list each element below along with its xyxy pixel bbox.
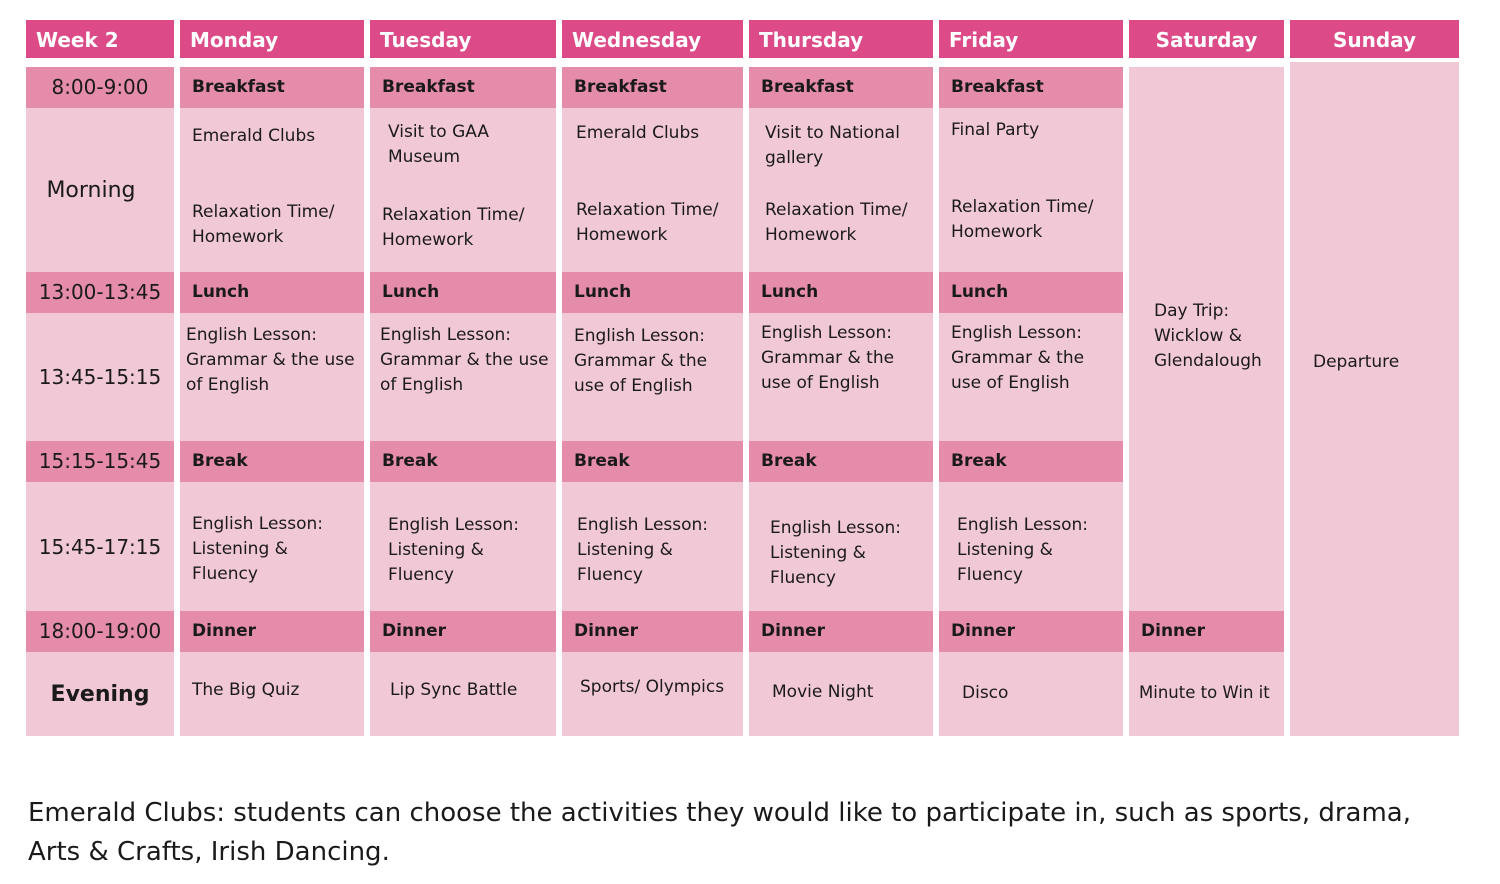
monday-morning [180, 108, 364, 272]
monday-break: Break [180, 441, 364, 482]
tuesday-lunch: Lunch [370, 272, 556, 313]
wednesday-lesson2-text: English Lesson: Listening & Fluency [577, 515, 709, 585]
day-header-sunday: Sunday [1290, 20, 1459, 58]
wednesday-evening-text: Sports/ Olympics [580, 676, 725, 697]
friday-lesson1-text: English Lesson: Grammar & the use of English [951, 323, 1085, 393]
wednesday-dinner: Dinner [562, 611, 743, 652]
friday-lesson2 [939, 482, 1123, 611]
friday-breakfast: Breakfast [939, 67, 1123, 108]
day-header-thursday: Thursday [749, 20, 933, 58]
monday-lesson2 [180, 482, 364, 611]
friday-lunch: Lunch [939, 272, 1123, 313]
tuesday-evening [370, 652, 556, 736]
thursday-break: Break [749, 441, 933, 482]
saturday-day-trip [1129, 67, 1284, 611]
monday-morning-relax: Relaxation Time/ Homework [192, 202, 335, 247]
thursday-lesson2-text: English Lesson: Listening & Fluency [770, 518, 902, 588]
monday-breakfast: Breakfast [180, 67, 364, 108]
thursday-evening-text: Movie Night [772, 681, 874, 702]
thursday-lunch: Lunch [749, 272, 933, 313]
tuesday-morning-activity: Visit to GAA Museum [388, 122, 490, 167]
wednesday-lesson1 [562, 313, 743, 441]
tuesday-lesson2-text: English Lesson: Listening & Fluency [388, 515, 520, 585]
thursday-morning-activity: Visit to National gallery [765, 123, 900, 168]
wednesday-morning [562, 108, 743, 272]
monday-morning-activity: Emerald Clubs [192, 126, 316, 146]
friday-morning [939, 108, 1123, 272]
saturday-evening-text: Minute to Win it [1139, 682, 1270, 702]
thursday-dinner: Dinner [749, 611, 933, 652]
saturday-evening [1129, 652, 1284, 736]
tuesday-break: Break [370, 441, 556, 482]
tuesday-morning [370, 108, 556, 272]
friday-evening [939, 652, 1123, 736]
monday-lesson1-text: English Lesson: Grammar & the use of English [186, 325, 355, 395]
time-slot-breakfast: 8:00-9:00 [26, 67, 174, 108]
thursday-breakfast: Breakfast [749, 67, 933, 108]
wednesday-lesson1-text: English Lesson: Grammar & the use of English [574, 326, 708, 396]
tuesday-lesson1-text: English Lesson: Grammar & the use of English [380, 325, 549, 395]
time-slot-lesson2 [26, 482, 174, 611]
time-slot-evening [26, 652, 174, 736]
time-slot-morning [26, 108, 174, 272]
thursday-lesson1-text: English Lesson: Grammar & the use of English [761, 323, 895, 393]
monday-lesson1 [180, 313, 364, 441]
sunday-departure [1290, 62, 1459, 736]
thursday-lesson1 [749, 313, 933, 441]
friday-lesson2-text: English Lesson: Listening & Fluency [957, 515, 1089, 585]
monday-dinner: Dinner [180, 611, 364, 652]
tuesday-breakfast: Breakfast [370, 67, 556, 108]
thursday-morning [749, 108, 933, 272]
wednesday-lesson2 [562, 482, 743, 611]
friday-dinner: Dinner [939, 611, 1123, 652]
monday-evening [180, 652, 364, 736]
monday-lesson2-text: English Lesson: Listening & Fluency [192, 514, 324, 584]
evening-label: Evening [50, 681, 150, 707]
tuesday-lesson1 [370, 313, 556, 441]
day-header-monday: Monday [180, 20, 364, 58]
time-slot-dinner: 18:00-19:00 [26, 611, 174, 652]
day-header-tuesday: Tuesday [370, 20, 556, 58]
wednesday-morning-activity: Emerald Clubs [576, 123, 700, 143]
tuesday-lesson2 [370, 482, 556, 611]
thursday-lesson2 [749, 482, 933, 611]
day-header-friday: Friday [939, 20, 1123, 58]
saturday-day-trip-text: Day Trip: Wicklow & Glendalough [1154, 300, 1262, 371]
tuesday-morning-relax: Relaxation Time/ Homework [382, 205, 525, 250]
day-header-wednesday: Wednesday [562, 20, 743, 58]
friday-morning-activity: Final Party [951, 120, 1040, 140]
wednesday-morning-relax: Relaxation Time/ Homework [576, 200, 719, 245]
morning-label: Morning [46, 177, 136, 203]
wednesday-break: Break [562, 441, 743, 482]
tuesday-evening-text: Lip Sync Battle [390, 679, 518, 700]
friday-evening-text: Disco [962, 682, 1009, 703]
friday-lesson1 [939, 313, 1123, 441]
wednesday-breakfast: Breakfast [562, 67, 743, 108]
thursday-morning-relax: Relaxation Time/ Homework [765, 200, 908, 245]
friday-morning-relax: Relaxation Time/ Homework [951, 197, 1094, 242]
friday-break: Break [939, 441, 1123, 482]
monday-evening-text: The Big Quiz [192, 679, 300, 700]
day-header-saturday: Saturday [1129, 20, 1284, 58]
saturday-dinner: Dinner [1129, 611, 1284, 652]
time-slot-lunch: 13:00-13:45 [26, 272, 174, 313]
lesson2-time-label: 15:45-17:15 [38, 534, 162, 559]
thursday-evening [749, 652, 933, 736]
tuesday-dinner: Dinner [370, 611, 556, 652]
time-slot-break: 15:15-15:45 [26, 441, 174, 482]
time-slot-lesson1 [26, 313, 174, 441]
footnote: Emerald Clubs: students can choose the activities they would like to participate in, such as sports, drama, Arts & Crafts, Irish Dancing. [28, 798, 1412, 867]
week-label: Week 2 [26, 20, 174, 58]
monday-lunch: Lunch [180, 272, 364, 313]
wednesday-lunch: Lunch [562, 272, 743, 313]
sunday-departure-text: Departure [1313, 351, 1400, 372]
lesson1-time-label: 13:45-15:15 [38, 365, 162, 389]
wednesday-evening [562, 652, 743, 736]
